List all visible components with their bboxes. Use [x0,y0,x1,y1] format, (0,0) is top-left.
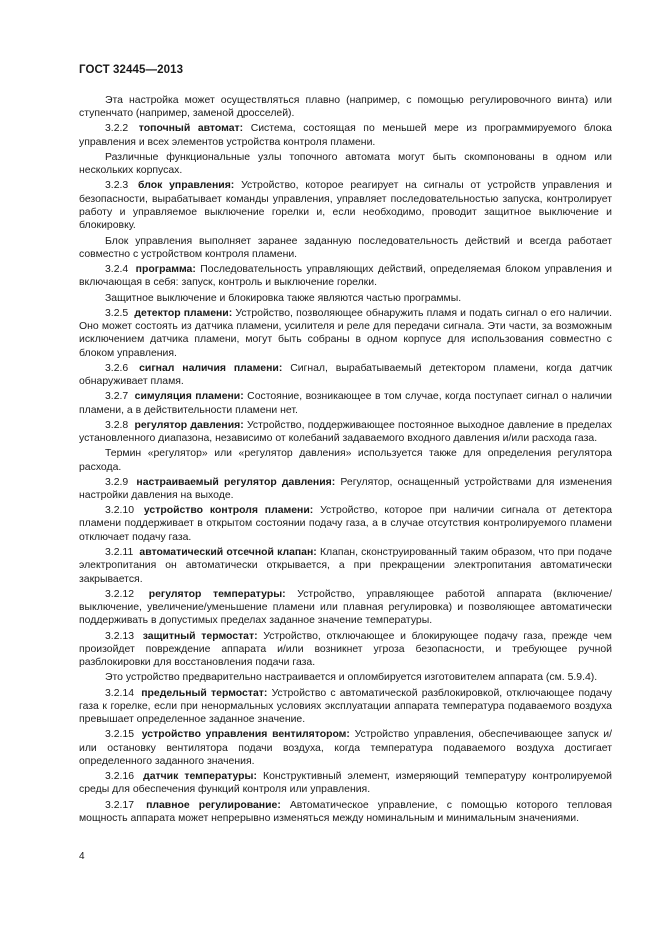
text-paragraph [79,94,612,121]
paragraph-text: Устройство, которое при наличии сигнала от детектора пламени поддерживает в открытом состоянии подачу газа, а в случае отсутствия контролируемого пламени отключает подачу газа. [79,505,612,543]
paragraph-text: Устройство, позволяющее обнаружить пламя и подать сигнал о его наличии. Оно может состоять из датчика пламени, усилителя и реле для передачи сигнала. Эти части, за возможным исключением датчика пламени, могут быть собраны в одном корпусе для использования совместно с блоком управления. [79,307,612,359]
paragraph-text: Последовательность управляющих действий, определяемая блоком управления и включающая в себя: запуск, контроль и выключение горелки. [79,264,613,289]
term-name: устройство контроля пламени: [143,505,314,517]
paragraph-text: Термин «регулятор» или «регулятор давления» используется также для определения регулятора расхода. [79,448,612,473]
definition-paragraph [79,476,612,503]
term-name: детектор пламени: [134,307,233,319]
definition-paragraph [79,588,612,628]
definition-paragraph [79,799,612,826]
clause-number: 3.2.17 [105,799,135,811]
term-name: предельный термостат: [141,687,268,699]
text-paragraph [79,292,612,305]
definition-paragraph [79,307,612,360]
paragraph-text: Автоматическое управление, с помощью которого тепловая мощность аппарата может непрерывно изменяться между номинальным и минимальным значениями. [79,799,613,824]
definition-paragraph [79,504,612,544]
clause-number: 3.2.15 [105,729,135,741]
definition-paragraph [79,687,612,727]
term-name: топочный автомат: [138,123,244,135]
text-paragraph [79,235,612,262]
term-name: регулятор температуры: [148,588,286,600]
term-name: сигнал наличия пламени: [139,362,283,374]
paragraph-text: Различные функциональные узлы топочного автомата могут быть скомпонованы в одном или нескольких корпусах. [79,151,612,177]
clause-number: 3.2.5 [105,307,129,319]
paragraph-text: Конструктивный элемент, измеряющий температуру контролируемой среды для обеспечения функций контроля или управления. [79,771,613,796]
definition-paragraph [79,122,612,149]
definition-paragraph [79,263,612,290]
paragraph-text: Это устройство предварительно настраивается и опломбируется изготовителем аппарата (см. 5.9.4). [105,672,598,684]
definition-paragraph [79,770,612,797]
term-name: устройство управления вентилятором: [141,729,350,741]
body-text [79,94,612,825]
paragraph-text: Устройство, которое реагирует на сигналы от устройств управления и безопасности, вырабатывает команды управления, управляет последовательностью запуска, контролирует работу и управляемое выключение горелки и, если необходимо, проводит защитное выключение и блокировку. [79,180,612,232]
term-name: блок управления: [138,180,235,192]
text-paragraph [79,151,612,178]
paragraph-text: Состояние, возникающее в том случае, когда поступает сигнал о наличии пламени, а в действительности пламени нет. [79,391,612,416]
definition-paragraph [79,630,612,670]
term-name: программа: [135,264,196,276]
clause-number: 3.2.11 [105,546,134,558]
clause-number: 3.2.4 [105,264,129,276]
definition-paragraph [79,728,612,768]
paragraph-text: Система, состоящая по меньшей мере из программируемого блока управления и всех элементов устройства контроля пламени. [79,123,612,148]
paragraph-text: Сигнал, вырабатываемый детектором пламени, когда датчик обнаруживает пламя. [79,362,613,388]
term-name: автоматический отсечной клапан: [139,546,317,558]
clause-number: 3.2.10 [105,505,135,517]
term-name: симуляция пламени: [134,391,244,403]
paragraph-text: Устройство, отключающее и блокирующее подачу газа, прежде чем произойдет повреждение аппарата и/или возникнет угроза безопасности, и требующее ручной разблокировки для восстановления подачи газа. [79,630,612,669]
clause-number: 3.2.2 [105,123,129,135]
term-name: настраиваемый регулятор давления: [136,476,336,488]
paragraph-text: Защитное выключение и блокировка также являются частью программы. [105,292,462,304]
paragraph-text: Регулятор, оснащенный устройствами для изменения настройки давления на выходе. [79,476,612,501]
clause-number: 3.2.7 [105,391,129,403]
clause-number: 3.2.13 [105,630,135,642]
term-name: датчик температуры: [143,771,257,783]
paragraph-text: Эта настройка может осуществляться плавно (например, с помощью регулировочного винта) или ступенчато (например, заменой дросселей). [79,95,612,120]
text-paragraph [79,447,612,474]
paragraph-text: Устройство с автоматической разблокировкой, отключающее подачу газа к горелке, если при ненормальных условиях эксплуатации аппарата температура подаваемого воздуха превышает определенное заданное значение. [79,687,613,726]
definition-paragraph [79,362,612,389]
clause-number: 3.2.8 [105,419,129,431]
paragraph-text: Устройство, поддерживающее постоянное выходное давление в пределах установленного диапазона, независимо от колебаний задаваемого входного давления и/или расхода газа. [79,419,612,445]
definition-paragraph [79,419,612,446]
text-paragraph [79,671,612,684]
definition-paragraph [79,546,612,586]
paragraph-text: Устройство управления, обеспечивающее запуск и/или остановку вентилятора подачи воздуха, когда температура подаваемого воздуха достигает определенного заданного значения. [79,729,613,767]
clause-number: 3.2.9 [105,476,129,488]
term-name: плавное регулирование: [146,799,281,811]
clause-number: 3.2.16 [105,771,135,783]
paragraph-text: Блок управления выполняет заранее заданную последовательность действий и всегда работает совместно с устройством контроля пламени. [79,235,612,260]
term-name: защитный термостат: [142,630,258,642]
clause-number: 3.2.14 [105,687,135,699]
paragraph-text: Клапан, сконструированный таким образом, что при подаче электропитания он автоматически открывается, а при прекращении электропитания автоматически закрывается. [79,546,613,585]
definition-paragraph [79,390,612,417]
definition-paragraph [79,179,612,232]
standard-header: ГОСТ 32445—2013 [79,64,184,76]
page-number: 4 [79,851,85,862]
clause-number: 3.2.12 [105,588,135,600]
clause-number: 3.2.6 [105,362,129,374]
paragraph-text: Устройство, управляющее работой аппарата (включение/выключение, увеличение/уменьшение пламени или плавная регулировка) и позволяющее автоматически поддерживать в допустимых пределах заданное значение температуры. [79,588,613,627]
term-name: регулятор давления: [134,419,244,431]
clause-number: 3.2.3 [105,180,129,192]
